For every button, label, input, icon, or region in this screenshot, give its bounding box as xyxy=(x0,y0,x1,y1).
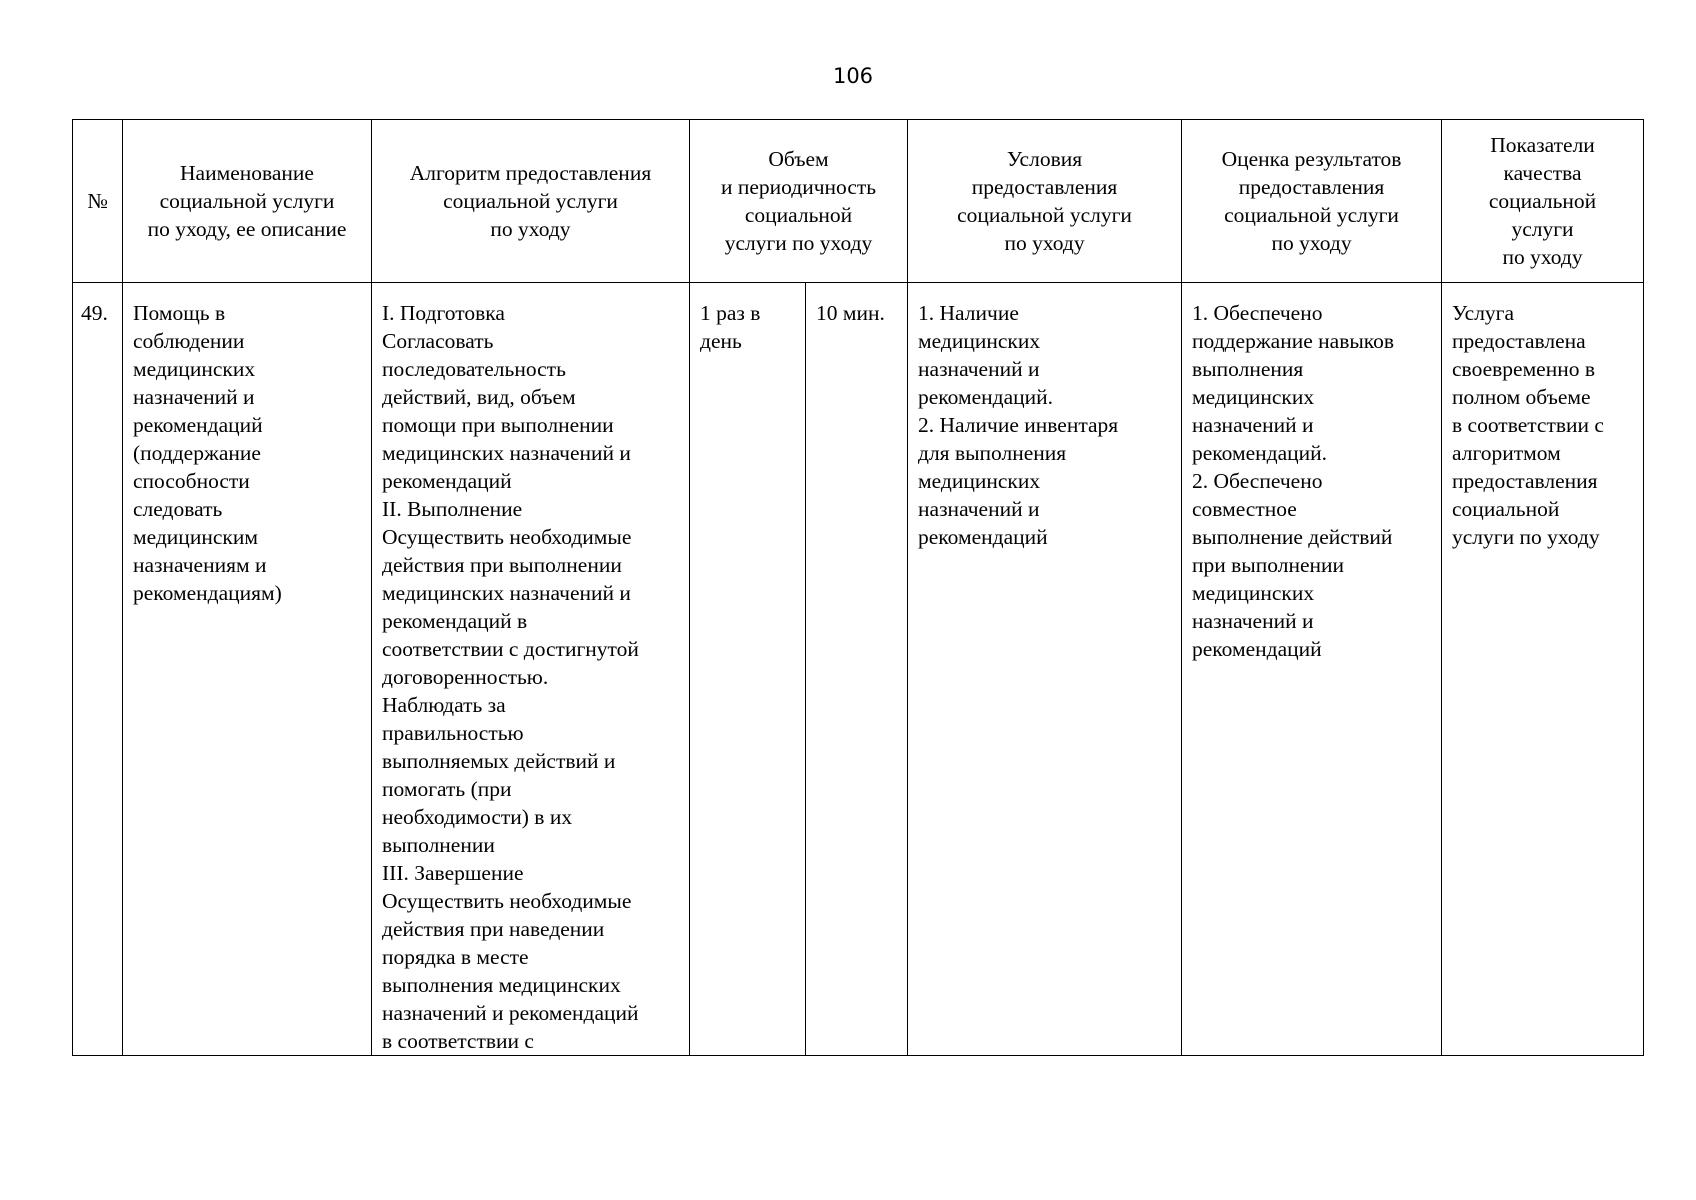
table-header-row xyxy=(73,120,1644,283)
row-number: 49. xyxy=(73,283,123,1056)
row-periodicity: 1 раз в день xyxy=(690,283,806,1056)
row-algorithm: I. Подготовка Согласовать последовательность действий, вид, объем помощи при выполнении медицинских назначений и рекомендаций II. Выполнение Осуществить необходимые действия при выполнении медицинских назначений и рекомендаций в соответствии с достигнутой договоренностью. Наблюдать за правильностью выполняемых действий и помогать (при необходимости) в их выполнении III. Завершение Осуществить необходимые действия при наведении порядка в месте выполнения медицинских назначений и рекомендаций в соответствии с xyxy=(372,283,690,1056)
row-quality: Услуга предоставлена своевременно в полном объеме в соответствии с алгоритмом предоставления социальной услуги по уходу xyxy=(1442,283,1644,1056)
row-evaluation: 1. Обеспечено поддержание навыков выполнения медицинских назначений и рекомендаций. 2. Обеспечено совместное выполнение действий при выполнении медицинских назначений и рекомендаций xyxy=(1182,283,1442,1056)
row-service-name: Помощь в соблюдении медицинских назначений и рекомендаций (поддержание способности следовать медицинским назначениям и рекомендациям) xyxy=(123,283,372,1056)
header-quality: Показатели качества социальной услуги по уходу xyxy=(1442,120,1644,283)
header-algorithm: Алгоритм предоставления социальной услуги по уходу xyxy=(372,120,690,283)
header-evaluation: Оценка результатов предоставления социальной услуги по уходу xyxy=(1182,120,1442,283)
header-volume-periodicity: Объем и периодичность социальной услуги по уходу xyxy=(690,120,908,283)
row-conditions: 1. Наличие медицинских назначений и рекомендаций. 2. Наличие инвентаря для выполнения медицинских назначений и рекомендаций xyxy=(908,283,1182,1056)
page-number: 106 xyxy=(832,64,874,88)
header-service-name: Наименование социальной услуги по уходу, ее описание xyxy=(123,120,372,283)
social-service-table xyxy=(72,119,1644,1056)
table-row xyxy=(73,283,1644,1056)
row-duration: 10 мин. xyxy=(806,283,908,1056)
header-conditions: Условия предоставления социальной услуги по уходу xyxy=(908,120,1182,283)
header-number: № xyxy=(73,120,123,283)
